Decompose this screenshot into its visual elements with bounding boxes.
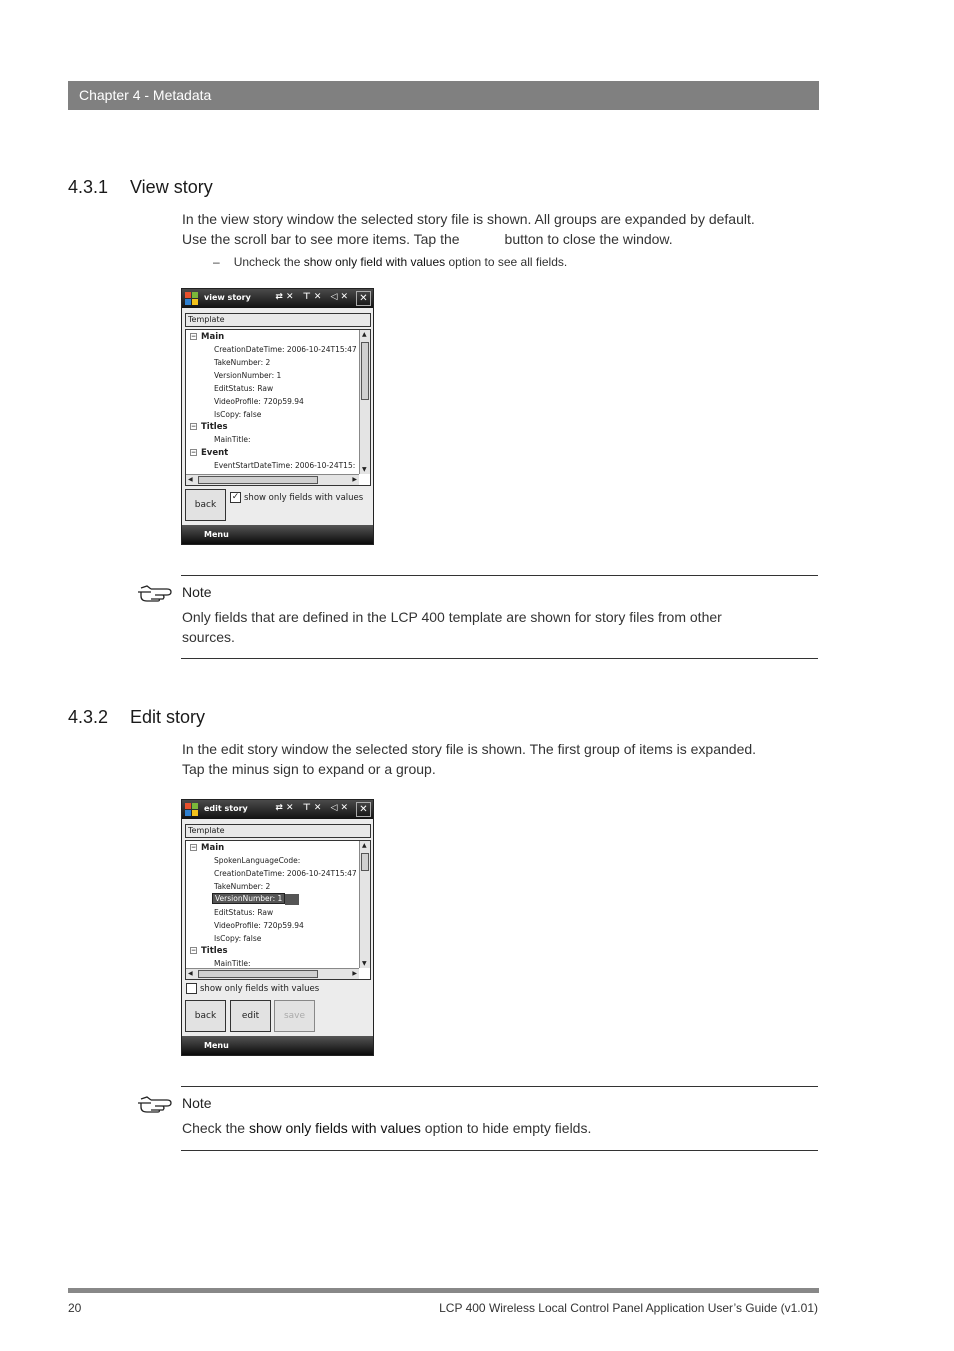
minus-icon[interactable]: − [191,333,197,340]
template-header: Template [185,824,371,838]
horizontal-scrollbar[interactable] [186,474,359,485]
show-values-checkbox[interactable]: show only fields with values [186,983,319,994]
bullet-text: Uncheck the [233,255,304,269]
tree-item[interactable]: IsCopy: false [214,410,262,419]
document-title: LCP 400 Wireless Local Control Panel Application User’s Guide (v1.01) [439,1301,818,1315]
tree-item[interactable]: MainTitle: [214,959,251,968]
note-bottom-rule [181,1150,818,1151]
status-icons: ⇄✕ ⊤✕ ◁✕ [275,803,351,813]
note-text: option to hide empty fields. [420,1120,592,1136]
tree-item[interactable]: CreationDateTime: 2006-10-24T15:47 [214,869,357,878]
status-icons: ⇄✕ ⊤✕ ◁✕ [275,292,351,302]
scroll-down-icon[interactable]: ▼ [362,960,367,967]
scroll-left-icon[interactable]: ◀ [188,476,193,483]
pointing-hand-icon [137,1095,173,1113]
section-title: View story [130,177,213,197]
tree-item[interactable]: MainTitle: [214,435,251,444]
tree-item[interactable]: TakeNumber: 2 [214,358,271,367]
section-title: Edit story [130,707,206,727]
note-text: Check the [182,1120,249,1136]
back-button[interactable]: back [185,489,226,521]
back-button[interactable]: back [185,1000,226,1032]
section-heading-edit-story [68,707,205,728]
tree-group-titles[interactable]: − Titles [191,946,228,956]
story-tree[interactable] [185,329,371,486]
note-text-line: Only fields that are defined in the LCP 400 template are shown for story files from other [182,609,722,625]
note-text-emphasis: show only fields with values [248,1120,421,1136]
paragraph-line: Tap the minus sign to expand or a group. [182,761,436,777]
tree-item[interactable]: VersionNumber: 1 [214,371,282,380]
scroll-thumb[interactable] [198,970,318,978]
tree-group-titles[interactable]: − Titles [191,422,228,432]
menu-softkey[interactable]: Menu [204,530,229,539]
bullet-item [213,255,567,269]
section-heading-view-story [68,177,213,198]
section-number: 4.3.1 [68,177,109,197]
tree-item[interactable]: EditStatus: Raw [214,908,274,917]
tree-item[interactable]: EditStatus: Raw [214,384,274,393]
tree-item[interactable]: TakeNumber: 2 [214,882,271,891]
chapter-header: Chapter 4 - Metadata [68,81,819,110]
page-number: 20 [68,1301,82,1315]
minus-icon[interactable]: − [191,423,197,430]
minus-icon[interactable]: − [191,844,197,851]
note-label: Note [182,584,212,600]
close-icon[interactable]: ✕ [356,291,371,306]
pda-titlebar [182,800,373,819]
tree-item[interactable]: EventStartDateTime: 2006-10-24T15: [214,461,356,470]
bullet-dash: – [213,255,220,269]
note-top-rule [181,575,818,576]
scroll-thumb[interactable] [198,476,318,484]
menu-softkey[interactable]: Menu [204,1041,229,1050]
paragraph-line: In the edit story window the selected story file is shown. The first group of items is expanded. [182,741,757,757]
minus-icon[interactable]: − [191,449,197,456]
paragraph-text: button to close the window. [504,231,673,247]
window-title: view story [204,293,251,302]
show-values-checkbox[interactable]: ✓ show only fields with values [231,492,364,503]
pda-titlebar [182,289,373,308]
tree-item[interactable]: IsCopy: false [214,934,262,943]
paragraph-text: Use the scroll bar to see more items. Tap the [182,231,460,247]
pda-menubar [182,1036,373,1055]
note-label: Note [182,1095,212,1111]
view-story-screenshot [181,288,374,545]
scroll-up-icon[interactable]: ▲ [362,842,367,849]
note-text-line: sources. [182,629,235,645]
tree-group-event[interactable]: − Event [191,448,229,458]
scroll-thumb[interactable] [361,342,369,400]
close-icon[interactable]: ✕ [356,802,371,817]
tree-item[interactable]: CreationDateTime: 2006-10-24T15:47 [214,345,357,354]
section-number: 4.3.2 [68,707,109,727]
vertical-scrollbar[interactable] [359,330,370,474]
edit-story-screenshot [181,799,374,1056]
story-tree[interactable] [185,840,371,980]
tree-item[interactable]: VideoProfile: 720p59.94 [214,397,304,406]
scroll-left-icon[interactable]: ◀ [188,970,193,977]
checkbox-unchecked-icon[interactable] [186,983,197,994]
scroll-up-icon[interactable]: ▲ [362,331,367,338]
windows-flag-icon [185,292,198,305]
note-bottom-rule [181,658,818,659]
tree-group-main[interactable]: − Main [191,332,225,342]
tree-item-selected[interactable]: VersionNumber: 1 [212,894,299,905]
paragraph-line [182,229,673,249]
pda-menubar [182,525,373,544]
template-header: Template [185,313,371,327]
note-text-line [182,1118,591,1138]
bullet-text: option to see all fields. [445,255,568,269]
footer-rule [68,1288,819,1293]
save-button[interactable]: save [274,1000,315,1032]
bullet-bold-text: show only field with values [303,255,446,269]
pointing-hand-icon [137,584,173,602]
checkbox-checked-icon[interactable]: ✓ [231,492,240,502]
minus-icon[interactable]: − [191,947,197,954]
tree-item[interactable]: SpokenLanguageCode: [214,856,301,865]
scroll-thumb[interactable] [361,853,369,871]
vertical-scrollbar[interactable] [359,841,370,968]
tree-group-main[interactable]: − Main [191,843,225,853]
windows-flag-icon [185,803,198,816]
tree-item[interactable]: VideoProfile: 720p59.94 [214,921,304,930]
paragraph-line: In the view story window the selected story file is shown. All groups are expanded by default. [182,211,755,227]
scroll-right-icon[interactable]: ▶ [352,476,357,483]
scroll-down-icon[interactable]: ▼ [362,466,367,473]
horizontal-scrollbar[interactable] [186,968,359,979]
edit-button[interactable]: edit [230,1000,271,1032]
window-title: edit story [204,804,248,813]
note-top-rule [181,1086,818,1087]
scroll-right-icon[interactable]: ▶ [352,970,357,977]
